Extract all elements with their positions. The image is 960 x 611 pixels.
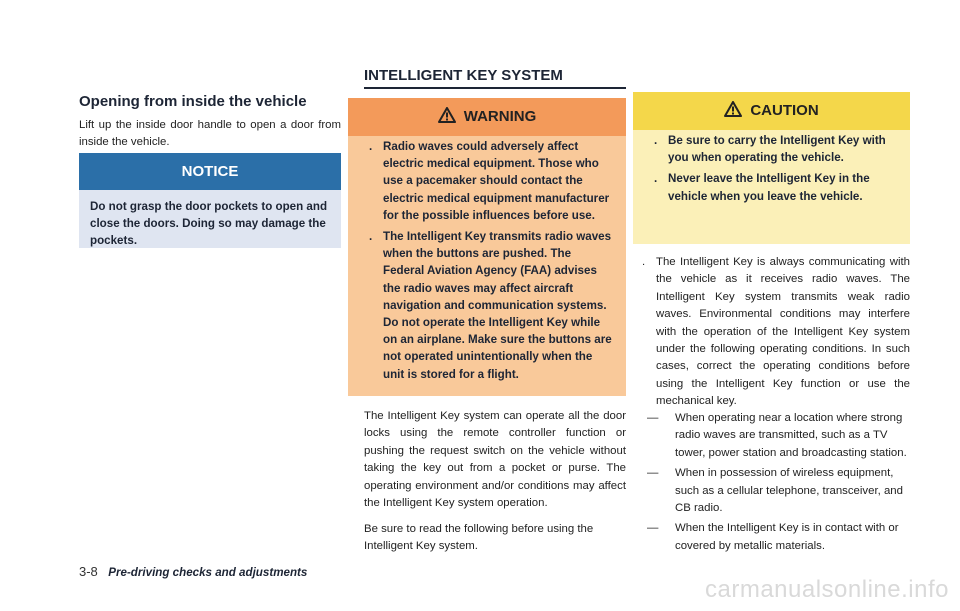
section-title: INTELLIGENT KEY SYSTEM xyxy=(364,67,626,89)
caution-header xyxy=(633,92,910,130)
condition-item: — When operating near a location where strong radio waves are transmitted, such as a TV tower, power station and broadcasting station. xyxy=(647,412,907,459)
caution-label: CAUTION xyxy=(750,102,819,119)
caution-item: . Never leave the Intelligent Key in the vehicle when you leave the vehicle. xyxy=(654,172,870,203)
read-before-paragraph: Be sure to read the following before using the Intelligent Key system. xyxy=(364,523,594,553)
caution-box xyxy=(633,92,910,244)
warning-triangle-icon xyxy=(438,107,456,123)
warning-list xyxy=(348,136,626,383)
right-bullet-list xyxy=(642,254,910,411)
intro-system-paragraph: The Intelligent Key system can operate all the door locks using the remote controller function or pushing the request switch on the vehicle without taking the key out from a pocket or purse. The operating environment and/or conditions may affect the Intelligent Key system operation. xyxy=(364,410,626,510)
caution-list xyxy=(633,130,910,205)
chapter-title: Pre-driving checks and adjustments xyxy=(108,566,308,579)
page-number: 3-8 xyxy=(79,564,98,579)
caution-triangle-icon xyxy=(724,101,742,117)
page-footer xyxy=(79,563,307,581)
warning-label: WARNING xyxy=(463,108,537,125)
warning-item: . Radio waves could adversely affect electric medical equipment. Those who use a pacemaker should contact the electric medical equipment manufacturer for the possible influences before use. xyxy=(369,140,610,222)
warning-item: . The Intelligent Key transmits radio waves when the buttons are pushed. The Federal Aviation Agency (FAA) advises the radio waves may affect aircraft navigation and communication systems. Do not operate the Intelligent Key while on an airplane. Make sure the buttons are not operated unintentionally when the unit is stored for a flight. xyxy=(369,230,612,381)
caution-item: . Be sure to carry the Intelligent Key with you when operating the vehicle. xyxy=(654,134,886,165)
subsection-heading: Opening from inside the vehicle xyxy=(79,93,307,110)
list-item: . The Intelligent Key is always communicating with the vehicle as it receives radio waves. The Intelligent Key system transmits weak radio waves. Environmental conditions may interfere with the operation of the Intelligent Key system under the following operating conditions. In such cases, correct the operating conditions before using the Intelligent Key function or use the mechanical key. xyxy=(642,256,910,408)
notice-box xyxy=(79,153,341,248)
warning-header xyxy=(348,98,626,136)
watermark: carmanualsonline.info xyxy=(705,576,949,603)
intro-paragraph: Lift up the inside door handle to open a door from inside the vehicle. xyxy=(79,119,341,149)
condition-item: — When in possession of wireless equipment, such as a cellular telephone, transceiver, and CB radio. xyxy=(647,467,903,515)
notice-label: NOTICE xyxy=(79,153,341,190)
conditions-list xyxy=(647,410,910,558)
condition-item: — When the Intelligent Key is in contact with or covered by metallic materials. xyxy=(647,522,899,552)
warning-box xyxy=(348,98,626,396)
notice-text: Do not grasp the door pockets to open and close the doors. Doing so may damage the pockets. xyxy=(90,200,328,248)
